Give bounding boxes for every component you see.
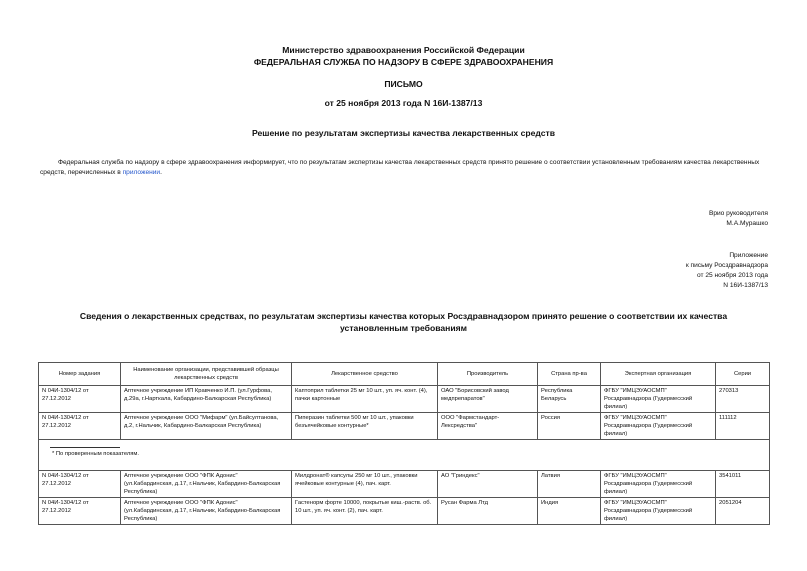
cell-organization: Аптечное учреждение ИП Кравченко И.П. (ул.Гурфова, д.29а, г.Нарткала, Кабардино-Балкарская Республика) bbox=[121, 386, 292, 413]
cell-country: Россия bbox=[538, 413, 601, 440]
cell-task-number: N 04И-1304/12 от 27.12.2012 bbox=[39, 471, 121, 498]
appendix-label: Приложение bbox=[729, 252, 768, 259]
table-row bbox=[39, 413, 770, 440]
table-header-row bbox=[39, 363, 770, 386]
cell-expert-org: ФГБУ "ИМЦЭУАОСМП" Росздравнадзора (Гудермесский филиал) bbox=[601, 413, 716, 440]
footnote-cell bbox=[39, 440, 770, 471]
service-name: ФЕДЕРАЛЬНАЯ СЛУЖБА ПО НАДЗОРУ В СФЕРЕ ЗДРАВООХРАНЕНИЯ bbox=[253, 57, 554, 67]
cell-manufacturer: АО "Гриндекс" bbox=[438, 471, 538, 498]
cell-task-number: N 04И-1304/12 от 27.12.2012 bbox=[39, 413, 121, 440]
appendix-date: от 25 ноября 2013 года bbox=[697, 272, 768, 279]
cell-organization: Аптечное учреждение ООО "Мифарм" (ул.Байсултанова, д.2, г.Нальчик, Кабардино-Балкарская Республика) bbox=[121, 413, 292, 440]
document-type: ПИСЬМО bbox=[384, 79, 423, 89]
section-title: Сведения о лекарственных средствах, по результатам экспертизы качества которых Росздравнадзором принято решение о соответствии их качества установленным требованиям bbox=[79, 311, 728, 333]
signature-name: М.А.Мурашко bbox=[726, 220, 768, 227]
cell-organization: Аптечное учреждение ООО "ФПК Адонис" (ул.Кабардинская, д.17, г.Нальчик, Кабардино-Балкарская Республика) bbox=[121, 498, 292, 525]
table-row bbox=[39, 498, 770, 525]
signature-position: Врио руководителя bbox=[708, 210, 768, 217]
cell-task-number: N 04И-1304/12 от 27.12.2012 bbox=[39, 498, 121, 525]
cell-drug: Милдронат® капсулы 250 мг 10 шт., упаковки ячейковые контурные (4), пач. карт. bbox=[292, 471, 438, 498]
footnote-text: * По проверенным показателям. bbox=[52, 451, 139, 457]
cell-expert-org: ФГБУ "ИМЦЭУАОСМП" Росздравнадзора (Гудермесский филиал) bbox=[601, 386, 716, 413]
cell-series: 111112 bbox=[716, 413, 770, 440]
column-header-drug: Лекарственное средство bbox=[292, 363, 438, 386]
column-header-organization: Наименование организации, представившей образцы лекарственных средств bbox=[121, 363, 292, 386]
cell-expert-org: ФГБУ "ИМЦЭУАОСМП" Росздравнадзора (Гудермесский филиал) bbox=[601, 498, 716, 525]
column-header-series: Серии bbox=[716, 363, 770, 386]
cell-drug: Пиперазин таблетки 500 мг 10 шт., упаковки безъячейковые контурные* bbox=[292, 413, 438, 440]
column-header-manufacturer: Производитель bbox=[438, 363, 538, 386]
intro-text-end: . bbox=[160, 169, 162, 176]
cell-task-number: N 04И-1304/12 от 27.12.2012 bbox=[39, 386, 121, 413]
cell-country: Индия bbox=[538, 498, 601, 525]
cell-drug: Гастенорм форте 10000, покрытые киш.-раств. об. 10 шт., уп. яч. конт. (2), пач. карт. bbox=[292, 498, 438, 525]
intro-paragraph bbox=[40, 158, 768, 178]
cell-country: Латвия bbox=[538, 471, 601, 498]
appendix-link[interactable]: приложении bbox=[122, 169, 161, 176]
column-header-expert-org: Экспертная организация bbox=[601, 363, 716, 386]
cell-organization: Аптечное учреждение ООО "ФПК Адонис" (ул.Кабардинская, д.17, г.Нальчик, Кабардино-Балкарская Республика) bbox=[121, 471, 292, 498]
column-header-country: Страна пр-ва bbox=[538, 363, 601, 386]
drugs-table bbox=[38, 362, 770, 525]
cell-country: Республика Беларусь bbox=[538, 386, 601, 413]
cell-series: 2051204 bbox=[716, 498, 770, 525]
appendix-reference: к письму Росздравнадзора bbox=[685, 262, 768, 269]
cell-expert-org: ФГБУ "ИМЦЭУАОСМП" Росздравнадзора (Гудермесский филиал) bbox=[601, 471, 716, 498]
footnote-divider bbox=[50, 447, 120, 448]
document-subject: Решение по результатам экспертизы качества лекарственных средств bbox=[251, 128, 556, 138]
intro-text: Федеральная служба по надзору в сфере здравоохранения информирует, что по результатам экспертизы качества лекарственных средств принято решение о соответствии установленным требованиям качества лекарственных средств, перечисленных в bbox=[40, 159, 760, 176]
cell-series: 270313 bbox=[716, 386, 770, 413]
table-row bbox=[39, 471, 770, 498]
cell-series: 3541011 bbox=[716, 471, 770, 498]
cell-manufacturer: ООО "Фармстандарт-Лексредства" bbox=[438, 413, 538, 440]
cell-manufacturer: ОАО "Борисовский завод медпрепаратов" bbox=[438, 386, 538, 413]
footnote-row bbox=[39, 440, 770, 471]
column-header-task-number: Номер задания bbox=[39, 363, 121, 386]
cell-drug: Каптоприл таблетки 25 мг 10 шт., уп. яч. конт. (4), пачки картонные bbox=[292, 386, 438, 413]
ministry-name: Министерство здравоохранения Российской Федерации bbox=[282, 45, 525, 55]
cell-manufacturer: Русан Фарма Лтд bbox=[438, 498, 538, 525]
table-row bbox=[39, 386, 770, 413]
document-date-number: от 25 ноября 2013 года N 16И-1387/13 bbox=[324, 98, 483, 108]
appendix-number: N 16И-1387/13 bbox=[723, 282, 768, 289]
